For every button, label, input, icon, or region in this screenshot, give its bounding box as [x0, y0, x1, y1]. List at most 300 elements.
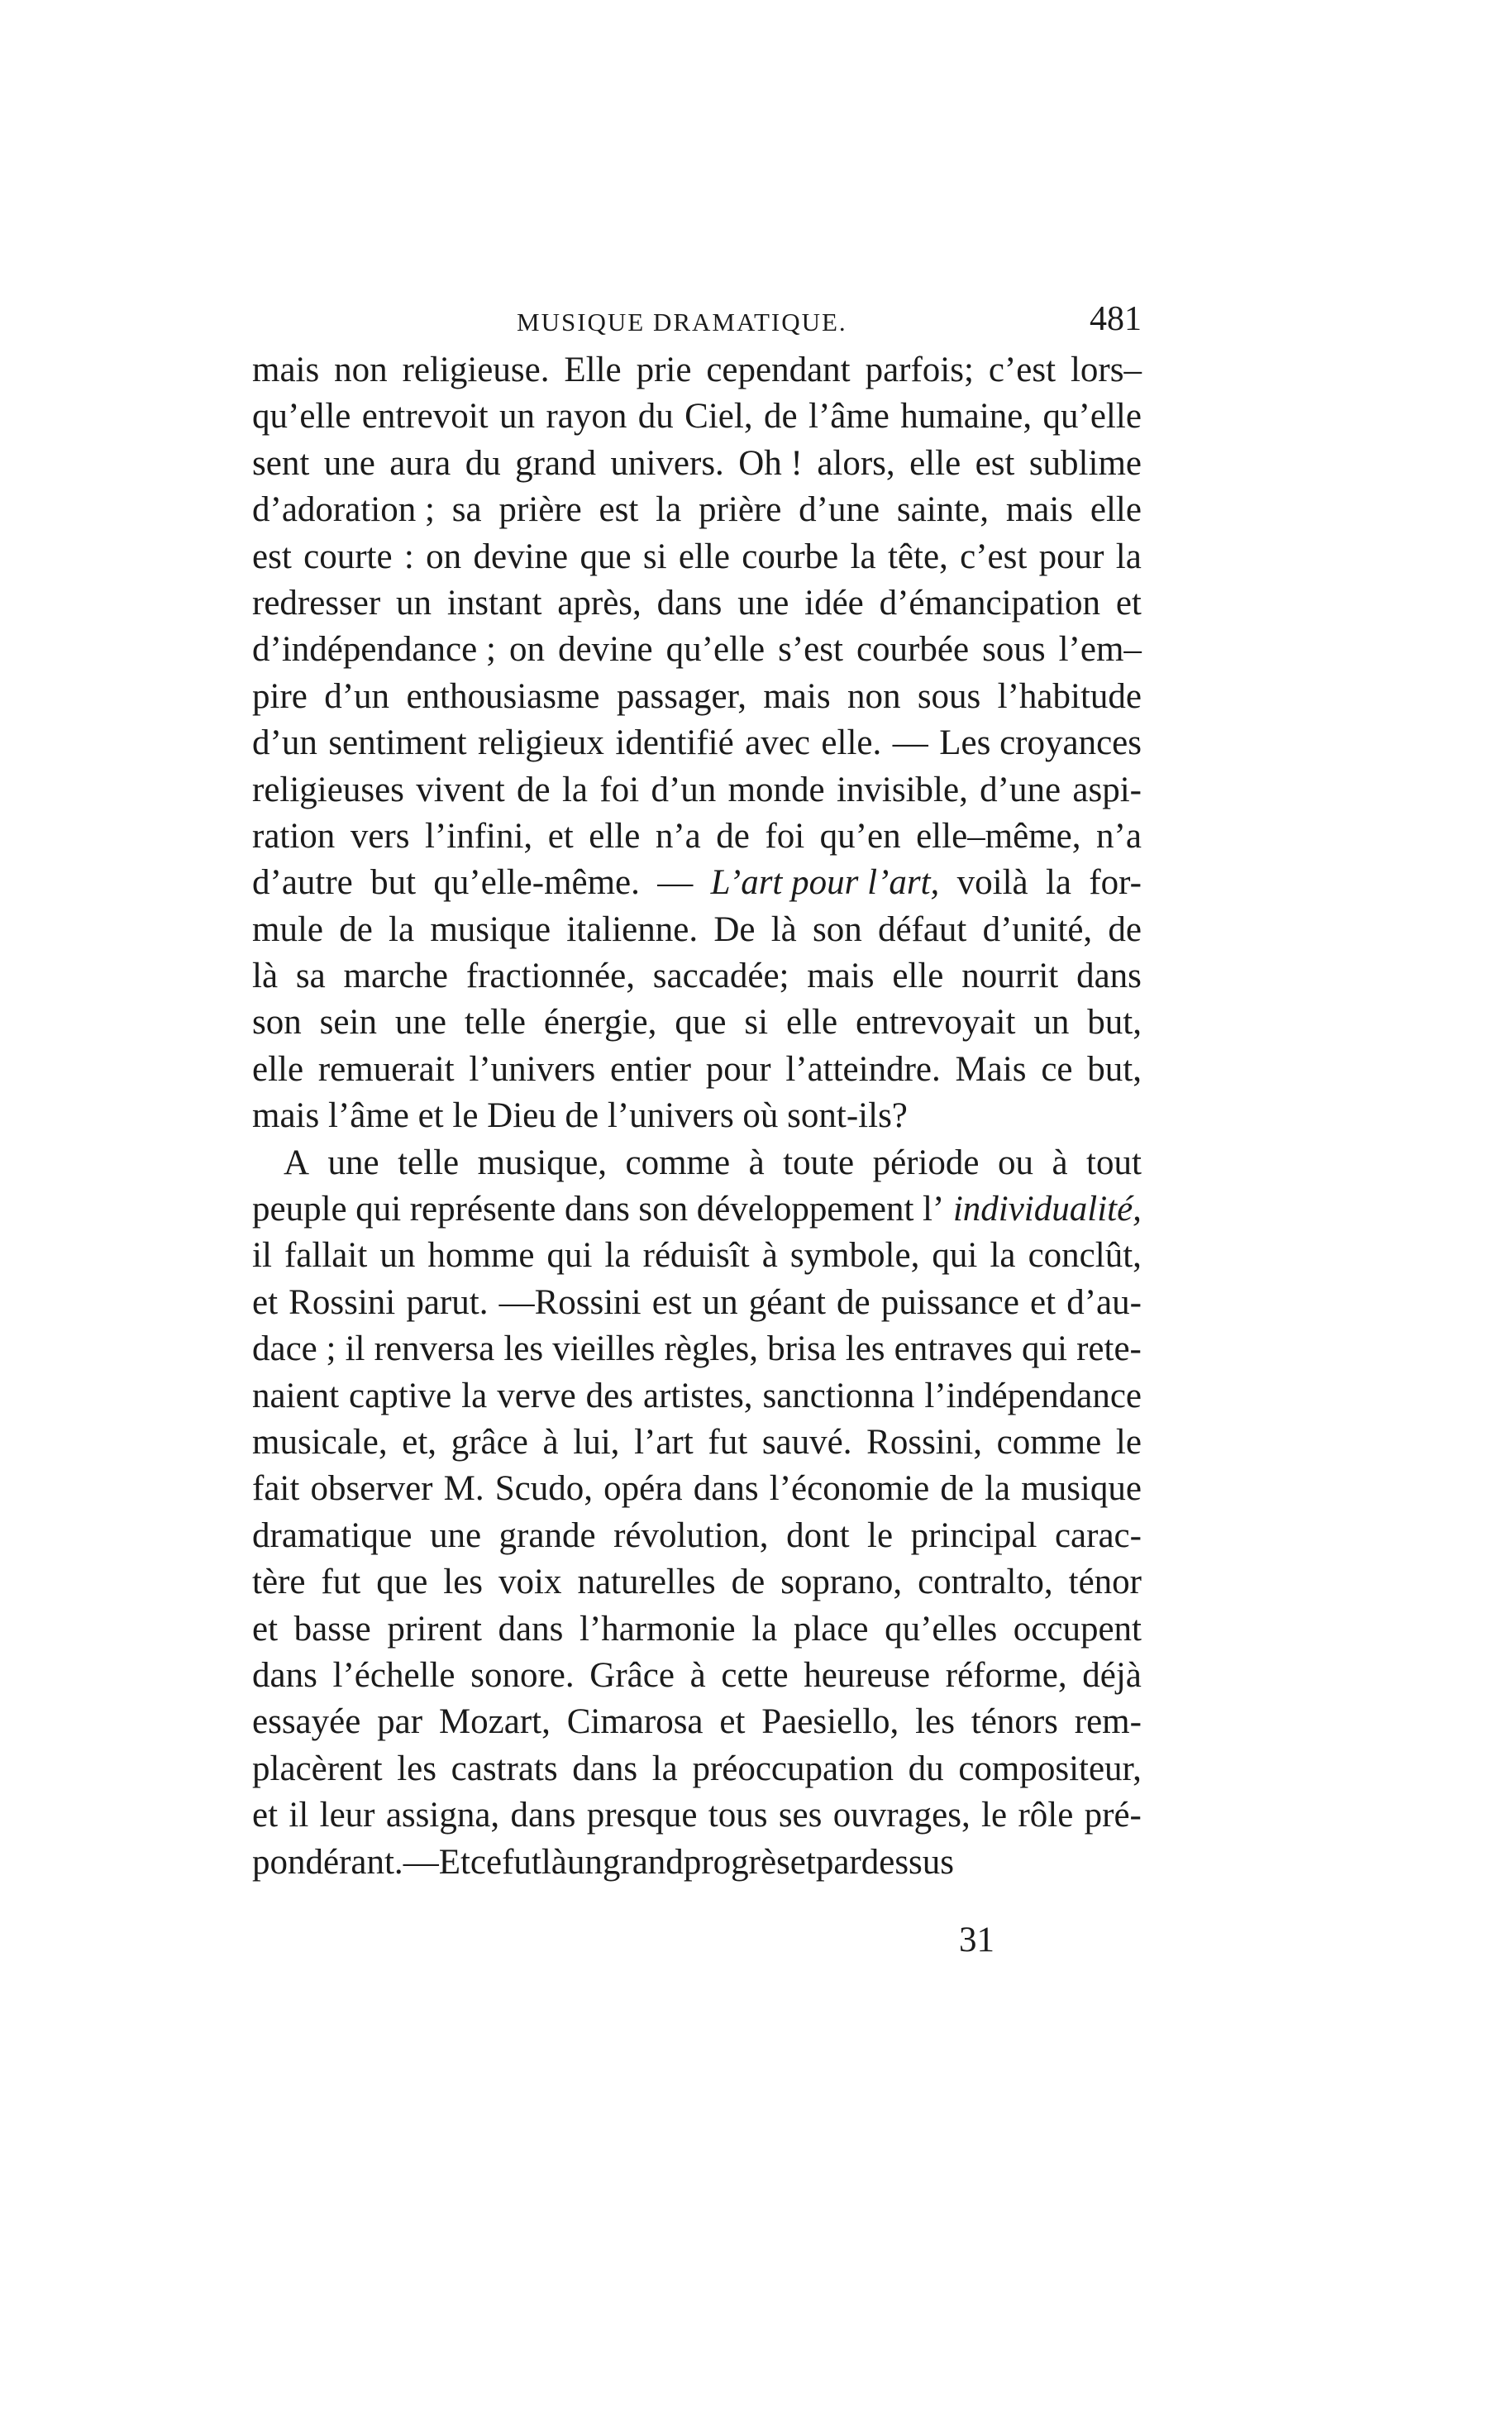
running-title: MUSIQUE DRAMATIQUE. — [517, 308, 847, 336]
text-word: et — [547, 816, 574, 856]
text-word: A — [284, 1143, 310, 1182]
page-number: 481 — [1090, 300, 1142, 338]
text-word: dont — [786, 1515, 850, 1555]
text-word: brisa — [767, 1329, 837, 1369]
text-word: for- — [1089, 863, 1142, 903]
text-word: presque — [586, 1796, 698, 1835]
text-word: du — [637, 397, 674, 437]
text-word: musique, — [477, 1143, 608, 1182]
text-word: sein — [319, 1003, 377, 1043]
text-word: la — [1045, 863, 1071, 903]
text-word: représente — [409, 1190, 556, 1229]
text-line — [252, 1373, 1142, 1420]
text-word: vivent — [416, 770, 505, 809]
text-word: elle — [1090, 490, 1142, 530]
text-word: compositeur, — [958, 1749, 1142, 1788]
text-word: d’émancipation — [879, 583, 1101, 623]
text-line — [252, 1233, 1142, 1279]
text-word: la — [850, 537, 876, 576]
text-word: but, — [1087, 1003, 1142, 1043]
text-word: est — [252, 537, 292, 576]
text-word: renversa — [374, 1329, 495, 1369]
text-word: prière — [699, 490, 782, 530]
text-word: l’ — [922, 1190, 945, 1229]
text-word: il — [345, 1329, 365, 1369]
text-word: dans — [252, 1655, 317, 1695]
text-word: musicale, — [252, 1422, 388, 1462]
text-line — [252, 394, 1142, 440]
text-word: saccadée; — [652, 957, 789, 996]
text-word: pire — [252, 676, 308, 716]
text-word: — — [403, 1842, 439, 1882]
text-word: par — [377, 1702, 423, 1742]
text-word: M. — [443, 1469, 484, 1509]
text-word: est — [975, 443, 1015, 483]
text-word: mais — [252, 351, 320, 389]
text-word: L’art pour l’art, — [710, 863, 940, 903]
text-word: — — [657, 863, 694, 903]
text-word: l’âme — [808, 397, 890, 437]
text-word: dans — [656, 583, 723, 623]
text-word: les — [845, 1329, 885, 1369]
text-word: entrevoit — [361, 397, 489, 437]
text-line — [252, 534, 1142, 580]
text-word: elle — [589, 816, 641, 856]
text-word: entraves — [894, 1329, 1013, 1369]
text-word: observer — [310, 1469, 433, 1509]
text-word: parut. — [406, 1282, 489, 1322]
text-line — [252, 860, 1142, 906]
text-word: règles, — [664, 1329, 758, 1369]
text-word: sous — [917, 676, 981, 716]
text-word: Et — [438, 1842, 470, 1882]
text-word: géant — [748, 1282, 826, 1322]
text-line — [252, 1466, 1142, 1512]
text-word: le — [1115, 1422, 1142, 1462]
text-word: Mozart, — [438, 1702, 551, 1742]
text-word: une — [429, 1515, 482, 1555]
text-line — [252, 1326, 1142, 1372]
text-word: —Rossini — [498, 1282, 642, 1322]
text-word: fractionnée, — [465, 957, 635, 996]
text-word: identifié — [615, 723, 734, 763]
text-word: tère — [252, 1563, 306, 1602]
text-line — [252, 1140, 1142, 1186]
text-word: aspi- — [1072, 770, 1142, 809]
text-word: De — [713, 909, 756, 949]
text-word: religieuses — [252, 770, 404, 809]
text-word: foi — [765, 816, 805, 856]
text-word: courbée — [856, 630, 970, 670]
text-line — [252, 1840, 1142, 1886]
text-line — [252, 347, 1142, 394]
text-word: c’est — [960, 537, 1028, 576]
text-word: la — [656, 490, 682, 530]
text-line — [252, 1047, 1142, 1093]
text-word: de — [339, 909, 373, 949]
text-word: grand — [602, 1842, 684, 1882]
text-word: parfois; — [865, 351, 974, 389]
text-word: et — [1115, 583, 1142, 623]
text-word: d’au- — [1066, 1282, 1142, 1322]
text-word: sent — [252, 443, 310, 483]
text-word: sa — [451, 490, 482, 530]
text-word: principal — [910, 1515, 1037, 1555]
text-word: voix — [498, 1563, 562, 1602]
text-word: n’a — [655, 816, 701, 856]
text-word: grand — [515, 443, 597, 483]
text-word: but, — [1087, 1049, 1142, 1089]
text-word: un — [566, 1842, 603, 1882]
text-word: à — [1052, 1143, 1068, 1182]
text-word: la — [990, 1236, 1016, 1276]
text-word: une — [323, 443, 375, 483]
text-word: Elle — [564, 351, 622, 389]
text-word: la — [604, 1236, 631, 1276]
text-word: Oh ! — [738, 443, 803, 483]
text-word: sa — [295, 957, 326, 996]
text-word: tous — [708, 1796, 768, 1835]
text-word: : — [403, 537, 414, 576]
text-word: sonore. — [470, 1655, 575, 1695]
text-word: progrès — [683, 1842, 790, 1882]
text-word: carac- — [1054, 1515, 1142, 1555]
text-line — [252, 580, 1142, 627]
text-word: que — [580, 537, 632, 576]
text-word: religieuse. — [402, 351, 550, 389]
text-line — [252, 907, 1142, 953]
text-word: développement — [696, 1190, 914, 1229]
text-word: réduisît — [642, 1236, 750, 1276]
text-word: il — [289, 1796, 309, 1835]
text-word: — — [892, 723, 928, 763]
text-word: Rossini, — [866, 1422, 982, 1462]
text-word: à — [761, 1236, 778, 1276]
text-word: avec — [745, 723, 810, 763]
text-line — [252, 627, 1142, 673]
text-word: l’art — [634, 1422, 694, 1462]
text-word: opéra — [603, 1469, 683, 1509]
text-word: il — [252, 1236, 272, 1276]
text-word: sainte, — [896, 490, 989, 530]
text-word: grâce — [451, 1422, 528, 1462]
text-word: d’un — [324, 676, 390, 716]
text-word: invisible, — [836, 770, 968, 809]
text-word: la — [561, 770, 588, 809]
text-word: on — [508, 630, 545, 670]
text-word: fait — [252, 1469, 300, 1509]
text-word: l’indépendance — [924, 1376, 1142, 1415]
text-word: grande — [498, 1515, 596, 1555]
text-word: d’adoration ; — [252, 490, 435, 530]
text-word: Paesiello, — [761, 1702, 899, 1742]
text-word: et — [252, 1282, 279, 1322]
text-word: homme — [427, 1236, 535, 1276]
text-word: les — [443, 1563, 484, 1602]
text-word: les — [503, 1329, 544, 1369]
text-word: dans — [510, 1796, 576, 1835]
text-word: des — [585, 1376, 633, 1415]
text-word: mule — [252, 909, 323, 949]
text-word: italienne. — [566, 909, 699, 949]
text-word: sanctionna — [762, 1376, 915, 1415]
text-word: enthousiasme — [406, 676, 600, 716]
text-word: qu’elle — [252, 397, 351, 437]
body-text — [252, 347, 1142, 1886]
text-word: toute — [783, 1143, 855, 1182]
text-word: d’indépendance ; — [252, 630, 496, 670]
text-word: du — [908, 1749, 944, 1788]
text-word: cette — [721, 1655, 789, 1695]
text-word: c’est — [988, 351, 1056, 389]
text-word: les — [397, 1749, 436, 1788]
text-word: ténor — [1068, 1563, 1142, 1602]
text-line — [252, 1653, 1142, 1699]
text-line — [252, 1559, 1142, 1606]
text-word: et — [1030, 1282, 1056, 1322]
text-word: elle — [892, 957, 944, 996]
text-word: alors, — [817, 443, 895, 483]
text-word: l’atteindre. — [785, 1049, 941, 1089]
text-word: sublime — [1028, 443, 1142, 483]
text-word: instant — [446, 583, 542, 623]
text-word: est — [599, 490, 639, 530]
text-word: pour — [705, 1049, 771, 1089]
text-word: d’un — [651, 770, 717, 809]
text-word: entrevoyait — [855, 1003, 1016, 1043]
text-word: aura — [389, 443, 451, 483]
text-line — [252, 1420, 1142, 1466]
text-word: contralto, — [918, 1563, 1053, 1602]
text-word: les — [915, 1702, 955, 1742]
text-word: pré- — [1084, 1796, 1142, 1835]
text-word: de — [1108, 909, 1142, 949]
text-word: là — [252, 957, 279, 996]
text-word: l’habitude — [997, 676, 1142, 716]
text-word: nourrit — [961, 957, 1059, 996]
text-word: qu’elles — [885, 1609, 998, 1649]
text-word: de — [716, 816, 750, 856]
text-word: et, — [402, 1422, 437, 1462]
text-word: fallait — [284, 1236, 368, 1276]
text-word: devine — [557, 630, 653, 670]
text-word: redresser — [252, 583, 381, 623]
text-word: n’a — [1096, 816, 1142, 856]
text-word: la — [461, 1376, 488, 1415]
text-word: dans — [564, 1190, 630, 1229]
text-word: ce — [1041, 1049, 1073, 1089]
text-word: que — [675, 1003, 727, 1043]
text-word: révolution, — [613, 1515, 769, 1555]
text-word: rôle — [1018, 1796, 1074, 1835]
text-word: la — [751, 1609, 778, 1649]
text-word: l’harmonie — [579, 1609, 736, 1649]
text-word: d’unité, — [982, 909, 1093, 949]
text-word: son — [812, 909, 862, 949]
text-word: qu’en — [819, 816, 901, 856]
text-word: son — [638, 1190, 689, 1229]
text-word: qu’elle-même. — [433, 863, 640, 903]
text-word: elle — [909, 443, 961, 483]
text-word: Scudo, — [494, 1469, 594, 1509]
text-word: ses — [778, 1796, 823, 1835]
text-word: peuple — [252, 1190, 347, 1229]
text-word: courte — [303, 537, 393, 576]
text-word: cependant — [706, 351, 851, 389]
text-word: telle — [398, 1143, 460, 1182]
text-word: occupent — [1013, 1609, 1142, 1649]
text-word: qui — [1022, 1329, 1067, 1369]
text-word: dramatique — [252, 1515, 413, 1555]
text-line — [252, 720, 1142, 766]
text-word: la — [1115, 537, 1142, 576]
text-word: univers. — [610, 443, 724, 483]
text-word: un — [702, 1282, 738, 1322]
text-word: dans — [498, 1609, 564, 1649]
text-word: verve — [497, 1376, 576, 1415]
text-line — [252, 1280, 1142, 1326]
text-line — [252, 1186, 1142, 1233]
text-word: ouvrages, — [832, 1796, 971, 1835]
text-word: un — [396, 583, 432, 623]
text-word: mais — [763, 676, 831, 716]
text-word: un — [499, 397, 536, 437]
text-word: qu’elle — [1042, 397, 1142, 437]
text-line — [252, 674, 1142, 720]
text-word: telle — [464, 1003, 526, 1043]
page-header — [252, 299, 1142, 349]
signature-mark: 31 — [959, 1921, 994, 1959]
text-line — [252, 814, 1142, 860]
text-word: déjà — [1082, 1655, 1142, 1695]
text-word: du — [465, 443, 501, 483]
text-word: si — [744, 1003, 769, 1043]
text-word: ou — [997, 1143, 1033, 1182]
text-word: mais — [1005, 490, 1074, 530]
text-word: mais — [807, 957, 875, 996]
text-word: vieilles — [552, 1329, 656, 1369]
text-word: s’est — [778, 630, 843, 670]
text-word: est — [651, 1282, 692, 1322]
text-word: et — [252, 1796, 279, 1835]
text-line — [252, 1513, 1142, 1559]
text-word: à — [542, 1422, 559, 1462]
text-word: fut — [321, 1563, 361, 1602]
text-word: de — [837, 1282, 870, 1322]
text-word: d’une — [980, 770, 1061, 809]
text-word: captive — [349, 1376, 452, 1415]
text-word: à — [748, 1143, 765, 1182]
text-word: artistes, — [642, 1376, 753, 1415]
text-word: le — [867, 1515, 894, 1555]
text-word: placèrent — [252, 1749, 383, 1788]
text-word: tout — [1086, 1143, 1142, 1182]
text-word: si — [642, 537, 667, 576]
text-word: entier — [610, 1049, 691, 1089]
text-word: qui — [546, 1236, 593, 1276]
text-word: l’em– — [1058, 630, 1142, 670]
text-word: musique — [430, 909, 551, 949]
text-word: but — [370, 863, 417, 903]
text-word: rete- — [1076, 1329, 1142, 1369]
text-word: énergie, — [543, 1003, 657, 1043]
text-word: là — [770, 909, 797, 949]
text-word: Grâce — [589, 1655, 675, 1695]
text-word: qu’elle — [665, 630, 766, 670]
text-word: heureuse — [804, 1655, 931, 1695]
text-word: religieux — [478, 723, 604, 763]
text-word: et — [719, 1702, 746, 1742]
text-word: pour — [1038, 537, 1104, 576]
text-word: elle — [252, 1049, 304, 1089]
text-word: dace ; — [252, 1329, 336, 1369]
text-word: que — [376, 1563, 428, 1602]
text-word: la — [985, 1469, 1011, 1509]
text-word: assigna, — [385, 1796, 500, 1835]
text-word: puissance — [880, 1282, 1019, 1322]
text-word: un — [379, 1236, 416, 1276]
text-line — [252, 953, 1142, 1000]
text-word: on — [426, 537, 462, 576]
text-word: d’une — [799, 490, 880, 530]
text-word: essayée — [252, 1702, 361, 1742]
text-word: de — [731, 1563, 766, 1602]
text-word: l’économie — [769, 1469, 930, 1509]
text-word: l’échelle — [332, 1655, 456, 1695]
text-word: leur — [319, 1796, 375, 1835]
text-word: à — [689, 1655, 706, 1695]
text-line — [252, 1000, 1142, 1046]
text-word: de — [764, 397, 798, 437]
text-line — [252, 1699, 1142, 1745]
text-line — [252, 767, 1142, 814]
text-word: courbe — [742, 537, 839, 576]
text-word: elle. — [821, 723, 882, 763]
text-word: remuerait — [317, 1049, 455, 1089]
text-word: dans — [693, 1469, 759, 1509]
text-word: sauvé. — [761, 1422, 852, 1462]
text-word: symbole, — [789, 1236, 920, 1276]
text-word: idée — [804, 583, 864, 623]
text-word: ce — [470, 1842, 503, 1882]
text-word: tête, — [887, 537, 948, 576]
text-word: après, — [557, 583, 642, 623]
text-line — [252, 441, 1142, 487]
text-word: sous — [982, 630, 1046, 670]
text-word: voilà — [956, 863, 1028, 903]
text-word: ration — [252, 816, 336, 856]
text-word: par — [815, 1842, 861, 1882]
text-word: l’univers — [469, 1049, 596, 1089]
text-word: fut — [502, 1842, 541, 1882]
text-word: soprano, — [780, 1563, 903, 1602]
text-word: lors– — [1070, 351, 1142, 389]
text-word: de — [940, 1469, 974, 1509]
text-word: une — [737, 583, 789, 623]
text-word: conclût, — [1028, 1236, 1142, 1276]
text-word: et — [252, 1609, 279, 1649]
text-word: lui, — [573, 1422, 620, 1462]
text-word: d’un — [252, 723, 317, 763]
text-word: dans — [1076, 957, 1142, 996]
text-word: devine — [473, 537, 569, 576]
text-word: elle–même, — [916, 816, 1081, 856]
text-word: et — [789, 1842, 816, 1882]
text-word: naient — [252, 1376, 340, 1415]
text-word: prie — [636, 351, 692, 389]
text-line — [252, 1606, 1142, 1653]
text-word: rem- — [1074, 1702, 1142, 1742]
